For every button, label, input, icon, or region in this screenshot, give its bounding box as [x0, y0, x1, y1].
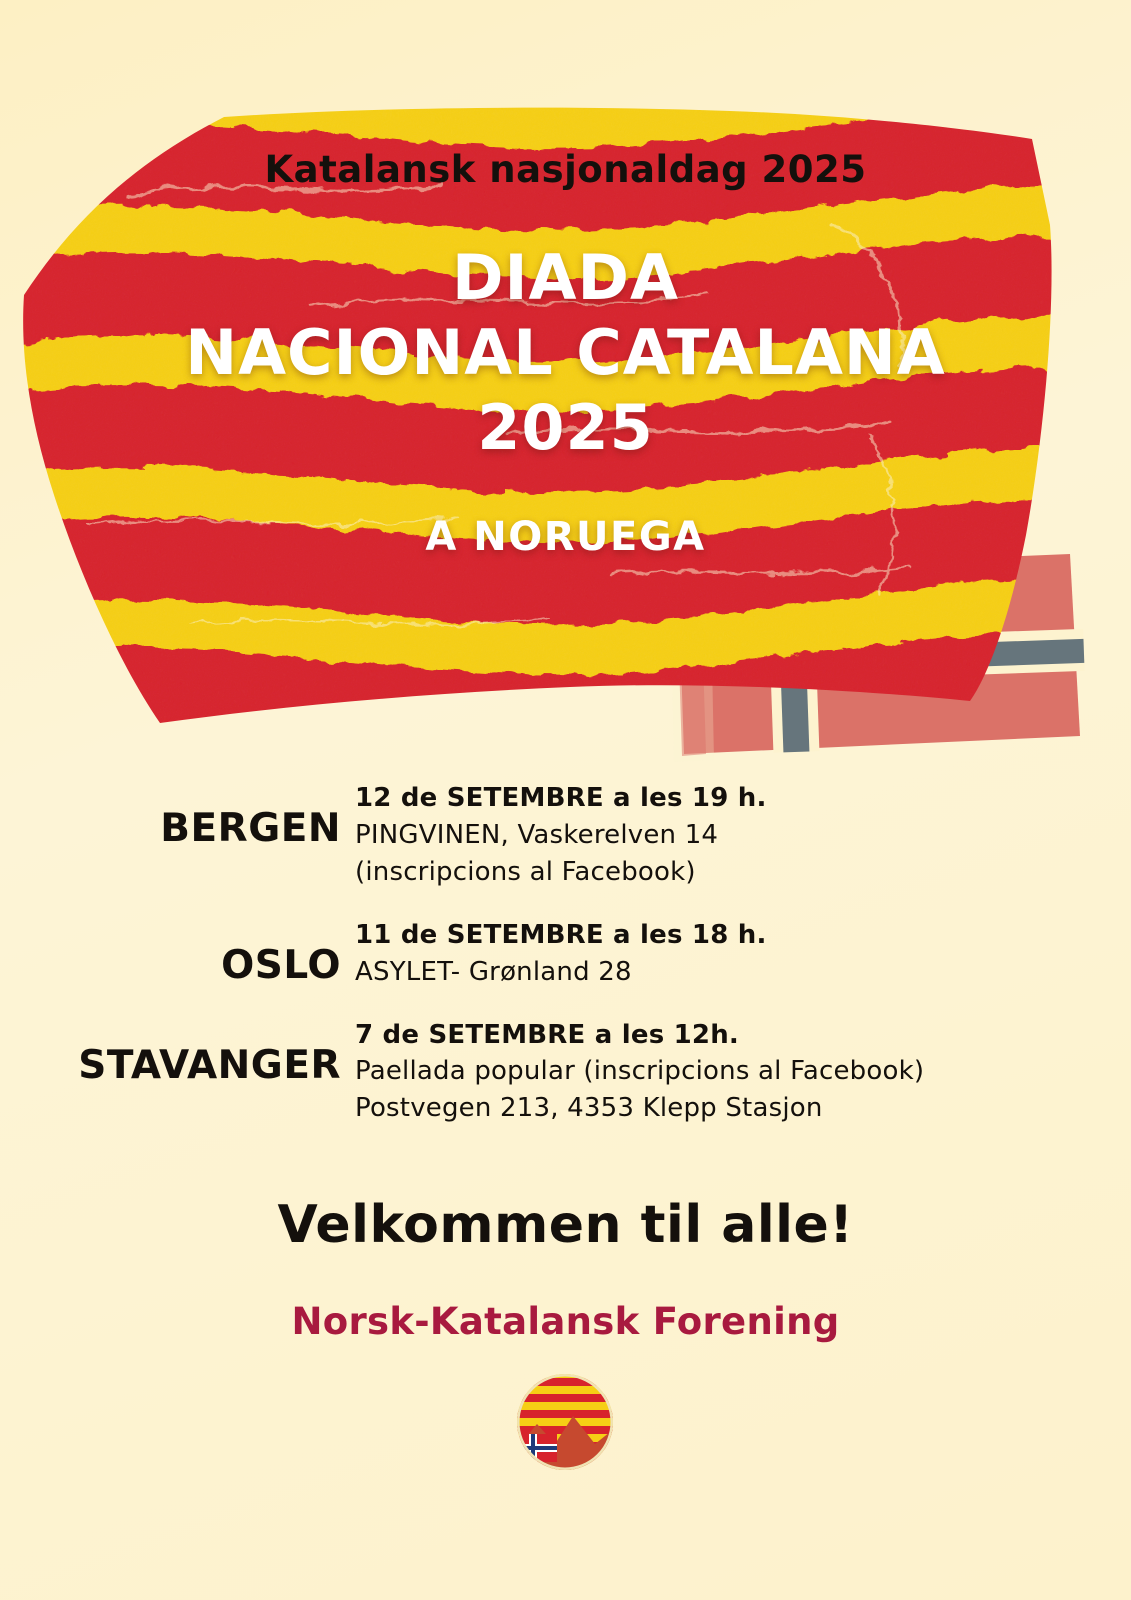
schedule-row-oslo — [0, 917, 1131, 991]
city-details-stavanger — [355, 1017, 1131, 1128]
city-details-bergen — [355, 780, 1131, 891]
welcome-message: Velkommen til alle! — [277, 1195, 854, 1255]
detail-line: Postvegen 213, 4353 Klepp Stasjon — [355, 1093, 823, 1124]
city-details-oslo — [355, 917, 1131, 991]
city-label-oslo: OSLO — [221, 942, 341, 988]
detail-line: 11 de SETEMBRE a les 18 h. — [355, 919, 767, 950]
detail-line: (inscripcions al Facebook) — [355, 856, 696, 887]
title-line-4: A NORUEGA — [425, 513, 706, 560]
detail-line: ASYLET- Grønland 28 — [355, 956, 632, 987]
organization-name: Norsk-Katalansk Forening — [291, 1300, 840, 1343]
title-line-1: DIADA — [452, 241, 679, 314]
schedule-row-bergen — [0, 780, 1131, 891]
organization-logo-icon — [515, 1372, 615, 1472]
event-schedule — [0, 780, 1131, 1153]
schedule-row-stavanger — [0, 1017, 1131, 1128]
detail-line: PINGVINEN, Vaskerelven 14 — [355, 819, 719, 850]
city-label-stavanger: STAVANGER — [78, 1042, 341, 1088]
detail-line: Paellada popular (inscripcions al Facebook) — [355, 1056, 925, 1087]
catalan-flag-graphic — [10, 105, 1095, 725]
page-kicker: Katalansk nasjonaldag 2025 — [264, 148, 867, 191]
detail-line: 7 de SETEMBRE a les 12h. — [355, 1019, 739, 1050]
title-line-3: 2025 — [477, 390, 654, 464]
title-line-2: NACIONAL CATALANA — [185, 315, 946, 389]
city-label-bergen: BERGEN — [160, 806, 341, 851]
detail-line: 12 de SETEMBRE a les 19 h. — [355, 783, 767, 813]
